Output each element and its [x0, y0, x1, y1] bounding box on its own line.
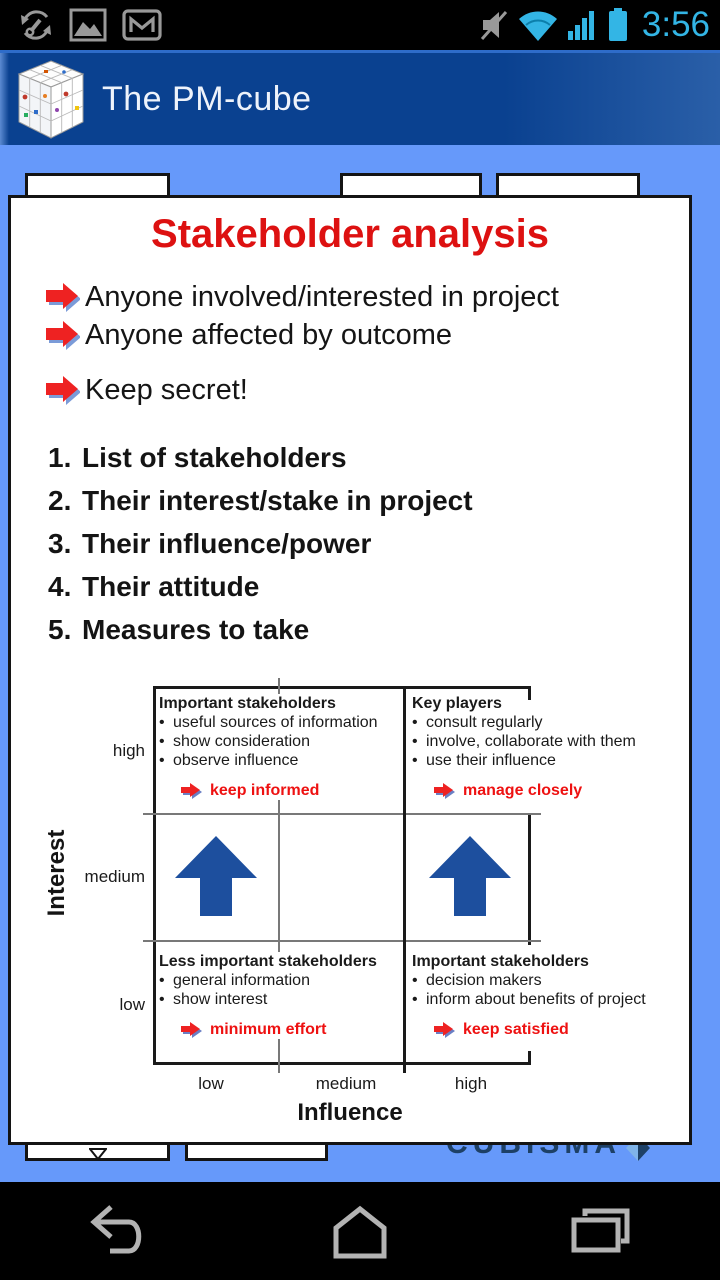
- slide-title: Stakeholder analysis: [151, 212, 549, 256]
- wifi-icon: [516, 8, 560, 42]
- red-arrow-icon: [46, 375, 80, 405]
- system-status-icons: [480, 0, 714, 50]
- home-button[interactable]: [240, 1182, 480, 1280]
- matrix-row-label-medium: medium: [84, 867, 145, 886]
- quadrant-title: Less important stakeholders: [159, 953, 377, 970]
- recents-icon: [567, 1203, 633, 1259]
- item-number: 4.: [48, 570, 72, 602]
- quadrant-items: [412, 971, 674, 1009]
- bullet-dot: •: [159, 972, 165, 989]
- slide-bullet-item: [46, 278, 559, 316]
- matrix-border: [528, 1051, 531, 1065]
- battery-icon: [606, 7, 630, 43]
- quadrant-action-label: manage closely: [463, 782, 583, 799]
- item-text: Their influence/power: [82, 527, 372, 559]
- quadrant-top-left: [159, 694, 397, 800]
- matrix-border: [528, 813, 531, 945]
- bullet-dot: •: [159, 752, 165, 769]
- matrix-border: [153, 686, 156, 1065]
- quadrant-item-text: observe influence: [173, 752, 299, 769]
- bullet-dot: •: [412, 733, 418, 750]
- quadrant-item-text: inform about benefits of project: [426, 991, 646, 1008]
- slide[interactable]: [8, 195, 692, 1145]
- quadrant-item-text: general information: [173, 972, 310, 989]
- bullet-text: Keep secret!: [85, 373, 248, 406]
- quadrant-bullet-item: [412, 751, 672, 770]
- quadrant-item-text: consult regularly: [426, 714, 543, 731]
- quadrant-bullet-item: [159, 713, 397, 732]
- quadrant-action-label: minimum effort: [210, 1021, 327, 1038]
- item-text: Their attitude: [82, 570, 260, 602]
- quadrant-top-right: [412, 694, 672, 800]
- matrix-divider: [403, 686, 406, 1073]
- quadrant-bullet-item: [412, 732, 672, 751]
- quadrant-item-text: decision makers: [426, 972, 542, 989]
- matrix-border: [153, 1062, 531, 1065]
- quadrant-bottom-right: [412, 952, 674, 1039]
- quadrant-bullet-item: [412, 713, 672, 732]
- item-text: List of stakeholders: [82, 441, 347, 473]
- quadrant-bullet-item: [159, 990, 397, 1009]
- grid-line: [143, 940, 541, 942]
- grid-line: [143, 813, 541, 815]
- item-number: 3.: [48, 527, 72, 559]
- status-bar[interactable]: [0, 0, 720, 50]
- quadrant-item-text: useful sources of information: [173, 714, 378, 731]
- quadrant-bullet-item: [412, 971, 674, 990]
- quadrant-title: Important stakeholders: [412, 953, 589, 970]
- quadrant-action-label: keep satisfied: [463, 1021, 569, 1038]
- quadrant-action-label: keep informed: [210, 782, 320, 799]
- bullet-dot: •: [412, 972, 418, 989]
- home-icon: [327, 1203, 393, 1259]
- slide-bullet-list: [46, 278, 559, 409]
- slide-bullet-item: [46, 316, 559, 354]
- red-arrow-icon: [181, 1022, 202, 1038]
- quadrant-title: Important stakeholders: [159, 695, 336, 712]
- quadrant-bottom-left: [159, 952, 397, 1039]
- bullet-dot: •: [412, 714, 418, 731]
- bullet-dot: •: [159, 714, 165, 731]
- numbered-list-item: [48, 522, 473, 565]
- navigation-bar: [0, 1182, 720, 1280]
- bullet-dot: •: [412, 752, 418, 769]
- quadrant-item-text: use their influence: [426, 752, 556, 769]
- matrix-col-label-high: high: [454, 1074, 488, 1093]
- quadrant-action: [181, 1020, 397, 1039]
- matrix-row-label-low: low: [119, 995, 145, 1014]
- matrix-row-label-high: high: [112, 741, 145, 760]
- up-arrow-icon: [429, 836, 511, 916]
- gallery-icon: [69, 8, 107, 42]
- recent-apps-button[interactable]: [480, 1182, 720, 1280]
- back-button[interactable]: [0, 1182, 240, 1280]
- matrix-y-axis-label: Interest: [43, 829, 70, 917]
- quadrant-items: [159, 971, 397, 1009]
- red-arrow-icon: [181, 783, 202, 799]
- matrix-col-label-low: low: [198, 1074, 224, 1093]
- red-arrow-icon: [434, 783, 455, 799]
- down-arrow-icon: [89, 1148, 107, 1161]
- quadrant-bullet-item: [159, 751, 397, 770]
- bullet-dot: •: [412, 991, 418, 1008]
- quadrant-bullet-item: [159, 971, 397, 990]
- bullet-text: Anyone involved/interested in project: [85, 280, 559, 313]
- matrix-border: [153, 686, 531, 689]
- matrix-x-axis-label: Influence: [297, 1099, 403, 1126]
- quadrant-item-text: show interest: [173, 991, 268, 1008]
- quadrant-bullet-item: [412, 990, 674, 1009]
- content-area: [0, 145, 720, 1182]
- back-icon: [87, 1203, 153, 1259]
- quadrant-action: [181, 781, 397, 800]
- item-number: 5.: [48, 613, 72, 645]
- signal-icon: [568, 9, 598, 41]
- gmail-icon: [122, 9, 162, 41]
- red-arrow-icon: [434, 1022, 455, 1038]
- update-icon: [18, 6, 54, 44]
- quadrant-item-text: show consideration: [173, 733, 310, 750]
- pm-cube-logo-icon: [14, 58, 88, 140]
- item-text: Their interest/stake in project: [82, 484, 473, 516]
- numbered-list-item: [48, 479, 473, 522]
- app-header: [0, 50, 720, 145]
- quadrant-item-text: involve, collaborate with them: [426, 733, 636, 750]
- red-arrow-icon: [46, 320, 80, 350]
- up-arrow-icon: [175, 836, 257, 916]
- quadrant-bullet-item: [159, 732, 397, 751]
- red-arrow-icon: [46, 282, 80, 312]
- slide-numbered-list: [48, 436, 473, 651]
- mute-icon: [480, 8, 508, 42]
- numbered-list-item: [48, 608, 473, 651]
- item-number: 2.: [48, 484, 72, 516]
- item-number: 1.: [48, 441, 72, 473]
- stakeholder-matrix: [153, 686, 646, 1065]
- item-text: Measures to take: [82, 613, 310, 645]
- notification-icons: [18, 6, 162, 44]
- quadrant-title: Key players: [412, 695, 502, 712]
- quadrant-action: [434, 781, 672, 800]
- bullet-dot: •: [159, 991, 165, 1008]
- quadrant-items: [412, 713, 672, 770]
- quadrant-action: [434, 1020, 674, 1039]
- bullet-dot: •: [159, 733, 165, 750]
- app-title: The PM-cube: [102, 79, 312, 118]
- slide-bullet-item: [46, 371, 559, 409]
- quadrant-items: [159, 713, 397, 770]
- clock: 3:56: [641, 5, 710, 44]
- numbered-list-item: [48, 436, 473, 479]
- numbered-list-item: [48, 565, 473, 608]
- matrix-col-label-medium: medium: [315, 1074, 377, 1093]
- bullet-text: Anyone affected by outcome: [85, 318, 453, 351]
